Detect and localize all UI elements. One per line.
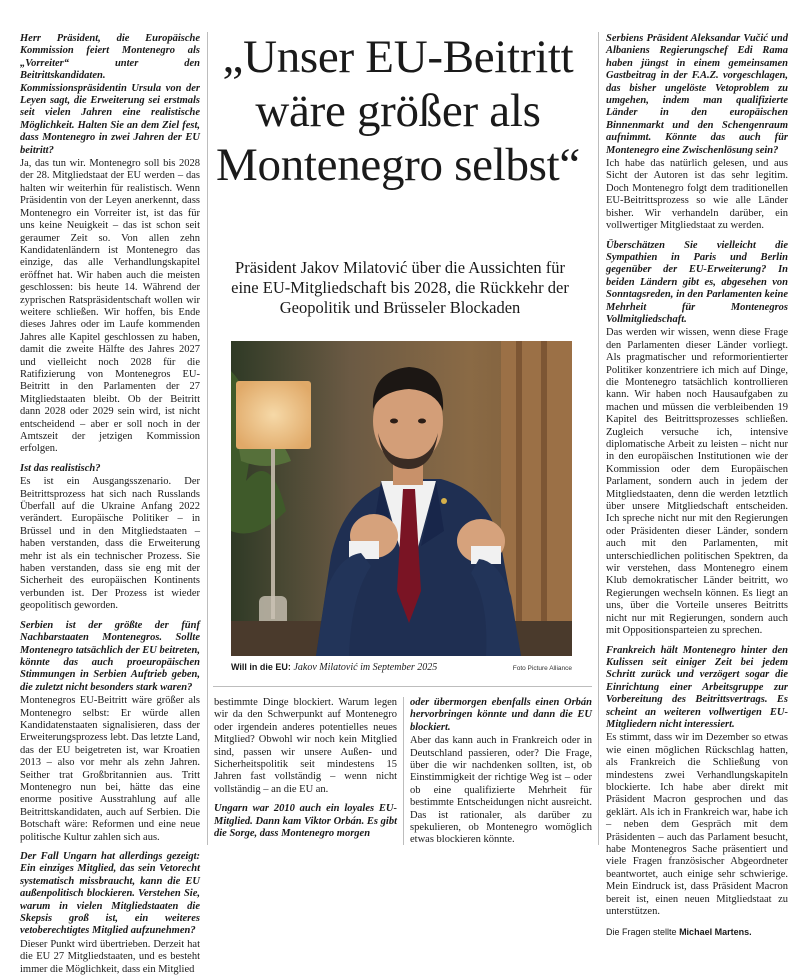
article-column-1 <box>20 33 200 977</box>
interview-question: Der Fall Ungarn hat allerdings gezeigt: Ein einziges Mitglied, das sein Vetorecht systematisch missbraucht, kann die EU außenpolitisch blockieren. Verstehen Sie, warum in vielen Mitgliedstaaten die Skepsis groß ist, ein weiteres vetoberechtigtes Mitglied aufzunehmen? <box>20 851 200 937</box>
caption-text: Jakov Milatović im September 2025 <box>293 662 438 673</box>
interview-question: Ungarn war 2010 auch ein loyales EU-Mitglied. Dann kam Viktor Orbán. Es gibt die Sorge, dass Montenegro morgen <box>214 803 397 840</box>
interview-question: Herr Präsident, die Europäische Kommission feiert Montenegro als „Vorreiter“ unter den Beitrittskandidaten. Kommissionspräsidentin Ursula von der Leyen sagt, die Erweiterung sei erstmals seit vielen Jahren eine realistische Möglichkeit. Halten Sie an dem Ziel fest, dass Montenegro in zwei Jahren der EU beitritt? <box>20 33 200 156</box>
interview-answer: Aber das kann auch in Frankreich oder in Deutschland passieren, oder? Die Frage, über die wir nachdenken sollten, ist, ob Einstimmigkeit der richtige Weg ist – oder ob eine qualifizierte Mehrheit für bestimmte Entscheidungen nicht ausreicht. Das ist rationaler, als darüber zu spekulieren, ob Montenegro womöglich etwas blockieren könnte. <box>410 735 592 846</box>
photo-credit: Foto Picture Alliance <box>512 665 572 672</box>
interview-question: Serbien ist der größte der fünf Nachbarstaaten Montenegros. Sollte Montenegro tatsächlich der EU beitreten, könnte das auch proeuropäischen Stimmungen in Serbien Auftrieb geben, die zuletzt nicht besonders stark waren? <box>20 619 200 693</box>
interview-question: Frankreich hält Montenegro hinter den Kulissen seit einiger Zeit bei jedem Schritt zurück und verzögert sogar die Einrichtung einer Arbeitsgruppe zur Vorbereitung des Beitrittsvertrags. Es scheint an weiteren vollwertigen EU-Mitgliedern nicht interessiert. <box>606 644 788 730</box>
author-byline <box>606 926 788 938</box>
photo-caption <box>231 661 572 674</box>
interview-answer: Ich habe das natürlich gelesen, und aus Sicht der Autoren ist das sehr legitim. Doch Montenegro folgt dem traditionellen EU-Beitrittsprozess so wie alle Länder bisher. Wir verhandeln darüber, ein vollwertiger Mitgliedstaat zu werden. <box>606 158 788 232</box>
interview-question: Ist das realistisch? <box>20 462 101 474</box>
article-subheadline: Präsident Jakov Milatović über die Aussichten für eine EU-Mitgliedschaft bis 2028, die Rückkehr der Geopolitik und Brüsseler Blockaden <box>231 258 569 317</box>
interview-question: Serbiens Präsident Aleksandar Vučić und Albaniens Regierungschef Edi Rama haben jüngst in einem gemeinsamen Gastbeitrag in der F.A.Z. vorgeschlagen, das bisher ungelöste Vetoproblem zu umgehen, indem man qualifizierte Länder in den europäischen Binnenmarkt und den Schengenraum aufnimmt. Könnte das auch für Montenegro eine Zwischenlösung sein? <box>606 33 788 156</box>
article-column-2 <box>214 697 397 841</box>
interview-question: oder übermorgen ebenfalls einen Orbán hervorbringen könnte und dann die EU blockiert. <box>410 697 592 733</box>
byline-author: Michael Martens. <box>679 927 752 938</box>
portrait-illustration <box>231 341 572 656</box>
article-photo <box>231 341 572 656</box>
interview-answer: Montenegros EU-Beitritt wäre größer als Montenegro selbst: Er würde allen Kandidatenstaaten signalisieren, dass der Erweiterungsprozess lebt. Das letzte Land, das der EU beigetreten ist, war Kroatien 2013 – also vor mehr als zehn Jahren. Seither trat Großbritannien aus. Tritt Montenegro nun bei, hätte das eine enorme positive Ausstrahlung auf alle Beitrittskandidaten, auch auf Serbien. Die Botschaft wäre: Reformen und eine neue politische Kultur zahlen sich aus. <box>20 695 200 843</box>
byline-prefix: Die Fragen stellte <box>606 927 677 938</box>
interview-answer: Ja, das tun wir. Montenegro soll bis 2028 der 28. Mitgliedstaat der EU werden – das halten wir weiterhin für realistisch. Wenn Präsidentin von der Leyen anerkennt, dass Montenegro ein Vorreiter ist, ist das für uns keine Neuigkeit – das ist schon seit geraumer Zeit so. Von allen zehn Kandidatenländern ist Montenegro das einzige, das alle Verhandlungskapitel eröffnet hat. Wir haben auch die meisten geschlossen: bis heute 14. Während der zyprischen Ratspräsidentschaft wollen wir weitere schließen. Wir hoffen, bis Ende dieses Jahres oder im Laufe kommenden Jahres alle Kapitel geschlossen zu haben, damit die zweite Hälfte des Jahres 2027 und vielleicht noch 2028 für die Ratifizierung von Montenegros EU-Beitritt in den Parlamenten der 27 Mitgliedstaaten bleibt. Ob der Beitritt dann 2028 oder 2029 sein wird, ist nicht entscheidend – aber er soll noch in der Amtszeit der jetzigen Kommission erfolgen. <box>20 158 200 455</box>
interview-answer: Es ist ein Ausgangsszenario. Der Beitrittsprozess hat sich nach Russlands Überfall auf die Ukraine Anfang 2022 verändert. Europäische Politiker – in Brüssel und in den Mitgliedstaaten – haben verstanden, dass die Erweiterung mehr ist als ein technischer Prozess. Sie haben verstanden, dass sie eng mit der Sicherheit des europäischen Kontinents verbunden ist. Der Prozess ist wieder geopolitisch geworden. <box>20 476 200 612</box>
interview-question: Überschätzen Sie vielleicht die Sympathien in Paris und Berlin gegenüber der EU-Erweiterung? In beiden Ländern gibt es, abgesehen von Sonntagsreden, in den Parlamenten keine Mehrheit für Montenegros Vollmitgliedschaft. <box>606 239 788 325</box>
interview-answer: Das werden wir wissen, wenn diese Frage den Parlamenten dieser Länder vorliegt. Als pragmatischer und reformorientierter Politiker konzentriere ich mich auf Dinge, die Montenegro tatsächlich kontrollieren kann. Wir haben noch Hausaufgaben zu machen und müssen die verbleibenden 19 Kapitel des Beitrittsprozesses schließen. Zugleich versuche ich, intensive diplomatische Arbeit zu leisten – nicht nur in den europäischen Institutionen wie der Kommission oder dem Europäischen Parlament, sondern auch in jedem der Mitgliedstaaten, denn die werden letztlich über unsere Mitgliedschaft entscheiden. Ich spreche nicht nur mit den Regierungen oder Präsidenten dieser Länder, sondern auch mit den Parlamenten, mit unterschiedlichen politischen Spektren, da wir verstehen, dass Montenegro einem Klub demokratischer Länder beitritt, wo Regierungen wechseln können. Es liegt an uns, über die Vorteile unseres Beitritts nicht nur mit Regierungen, sondern auch mit Oppositionsparteien zu sprechen. <box>606 327 788 637</box>
interview-answer: Dieser Punkt wird übertrieben. Derzeit hat die EU 27 Mitgliedstaaten, und es besteht immer die Möglichkeit, dass ein Mitglied <box>20 938 200 975</box>
caption-label: Will in die EU: <box>231 662 291 672</box>
interview-answer: Es stimmt, dass wir im Dezember so etwas wie einen möglichen Rückschlag hatten, als Frankreich die Schließung von mindestens zwei Verhandlungskapiteln blockierte. Ich habe aber direkt mit Präsident Macron gesprochen und das geklärt. Als ich in Frankreich war, habe ich – neben dem Gespräch mit dem Präsidenten – auch das Parlament besucht, habe Montenegros Sache präsentiert und viele Fragen französischer Abgeordneter beantwortet, auch einige sehr schwierige. Mein Eindruck ist, dass Präsident Macron bereit ist, einen neuen Mitgliedstaat zu unterstützen. <box>606 732 788 918</box>
article-column-3 <box>410 697 592 848</box>
article-headline: „Unser EU-Beitritt wäre größer als Montenegro selbst“ <box>216 31 580 191</box>
interview-answer: bestimmte Dinge blockiert. Warum legen wir da den Schwerpunkt auf Montenegro oder irgendein anderes potentielles neues Mitglied? Obwohl wir noch kein Mitglied sind, passen wir unsere Außen- und Sicherheitspolitik seit mindestens 15 Jahren fast vollständig – wenn nicht vollständig – an die EU an. <box>214 697 397 795</box>
article-column-4 <box>606 33 788 940</box>
